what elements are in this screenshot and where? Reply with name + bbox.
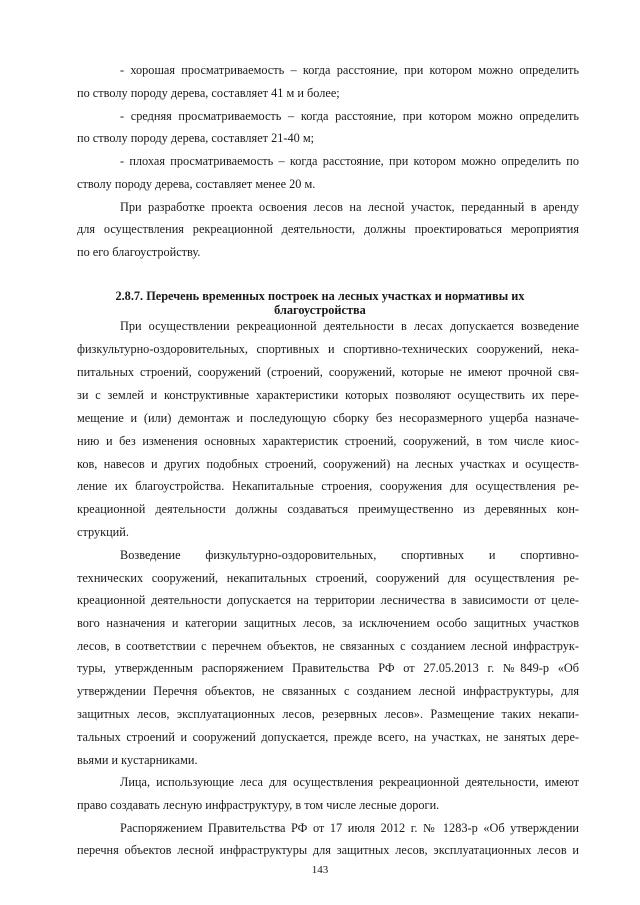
text-line: тальных строений и сооружений допускается, прежде всего, на участках, не занятых дере- <box>77 730 579 744</box>
section-heading: благоустройства <box>274 303 366 317</box>
text-line: При осуществлении рекреационной деятельности в лесах допускается возведение <box>120 319 579 333</box>
text-line: вого назначения и категории защитных лесов, за исключением особо защитных участков <box>77 616 579 630</box>
text-line: вьями и кустарниками. <box>77 753 198 767</box>
text-line: право создавать лесную инфраструктуру, в том числе лесные дороги. <box>77 798 440 812</box>
text-line: ление их благоустройства. Некапитальные строения, сооружения для осуществления ре- <box>77 479 579 493</box>
section-heading: 2.8.7. Перечень временных построек на лесных участках и нормативы их <box>115 289 525 303</box>
text-line: креационной деятельности должны создаваться преимущественно из деревянных кон- <box>77 502 579 516</box>
text-line: Распоряжением Правительства РФ от 17 июля 2012 г. № 1283-р «Об утверждении <box>120 821 579 835</box>
text-line: по стволу породу дерева, составляет 41 м и более; <box>77 86 340 100</box>
text-line: защитных лесов, эксплуатационных лесов, резервных лесов». Размещение таких некапи- <box>77 707 579 721</box>
text-line: технических сооружений, некапитальных строений, сооружений для осуществления ре- <box>77 571 579 585</box>
text-line: зи с землей и конструктивные характеристики которых позволяют осуществить их пере- <box>77 388 579 402</box>
text-line: ков, навесов и других подобных строений, сооружений) на лесных участках и осуществ- <box>77 457 579 471</box>
text-line: При разработке проекта освоения лесов на лесной участок, переданный в аренду <box>120 200 579 214</box>
text-line: Возведение физкультурно-оздоровительных, спортивных и спортивно- <box>120 548 579 562</box>
text-line: - плохая просматриваемость – когда расстояние, при котором можно определить по <box>120 154 579 168</box>
text-line: физкультурно-оздоровительных, спортивных и спортивно-технических сооружений, нека- <box>77 342 579 356</box>
text-line: нию и без изменения основных характеристик строений, сооружений, в том числе киос- <box>77 434 579 448</box>
text-line: - хорошая просматриваемость – когда расстояние, при котором можно определить <box>120 63 579 77</box>
text-line: Лица, использующие леса для осуществления рекреационной деятельности, имеют <box>120 775 579 789</box>
page-number: 143 <box>311 864 329 876</box>
text-line: стволу породу дерева, составляет менее 20 м. <box>77 177 316 191</box>
text-line: струкций. <box>77 525 129 539</box>
text-line: перечня объектов лесной инфраструктуры для защитных лесов, эксплуатационных лесов и <box>77 843 579 857</box>
text-line: креационной деятельности допускается на территории лесничества в зависимости от целе- <box>77 593 579 607</box>
text-line: питальных строений, сооружений (строений, сооружений, которые не имеют прочной свя- <box>77 365 579 379</box>
text-line: утверждении Перечня объектов, не связанных с созданием лесной инфраструктуры, для <box>77 684 579 698</box>
text-line: лесов, в соответствии с перечнем объектов, не связанных с созданием лесной инфраструк- <box>77 639 579 653</box>
text-line: по его благоустройству. <box>77 245 201 259</box>
text-line: для осуществления рекреационной деятельности, должны проектироваться мероприятия <box>77 222 579 236</box>
text-line: - средняя просматриваемость – когда расстояние, при котором можно определить <box>120 109 579 123</box>
text-line: туры, утвержденным распоряжением Правительства РФ от 27.05.2013 г. №849-р «Об <box>77 661 579 675</box>
text-line: мещение и (или) демонтаж и последующую сборку без несоразмерного ущерба назначе- <box>77 411 579 425</box>
text-line: по стволу породу дерева, составляет 21-40 м; <box>77 131 315 145</box>
